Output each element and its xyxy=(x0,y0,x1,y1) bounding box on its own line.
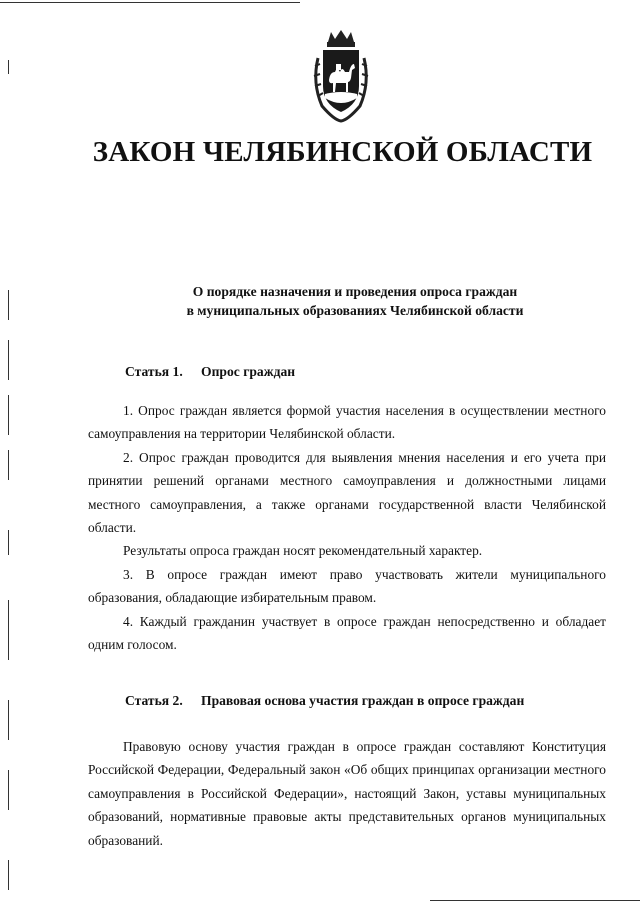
scan-edge-top xyxy=(0,2,300,3)
scan-edge-left xyxy=(8,770,9,810)
law-name xyxy=(0,282,640,320)
scan-edge-left xyxy=(8,600,9,660)
law-name-line: О порядке назначения и проведения опроса граждан xyxy=(192,284,518,299)
scan-edge-bottom xyxy=(430,900,640,901)
law-name-line: в муниципальных образованиях Челябинской области xyxy=(186,303,524,318)
scan-edge-left xyxy=(8,530,9,555)
paragraph: Правовую основу участия граждан в опросе граждан составляют Конституция Российской Федерации, Федеральный закон «Об общих принципах организации местного самоуправления в Российской Федерации», настоящий Закон, уставы муниципальных образований, нормативные правовые акты представительных органов муниципальных образований. xyxy=(88,739,606,848)
paragraph: 1. Опрос граждан является формой участия населения в осуществлении местного самоуправления на территории Челябинской области. xyxy=(88,403,606,442)
scan-edge-left xyxy=(8,340,9,380)
scan-edge-left xyxy=(8,860,9,890)
scan-edge-left xyxy=(8,60,9,74)
article-heading xyxy=(125,693,524,709)
paragraph: 2. Опрос граждан проводится для выявления мнения населения и его учета при принятии решений органами местного самоуправления и должностными лицами местного самоуправления, а также органами государственной власти Челябинской области. xyxy=(88,449,606,536)
article-body xyxy=(88,399,606,656)
article-title: Опрос граждан xyxy=(201,364,296,379)
scan-edge-left xyxy=(8,700,9,740)
article-number: Статья 2. xyxy=(125,693,183,708)
document-title: ЗАКОН ЧЕЛЯБИНСКОЙ ОБЛАСТИ xyxy=(92,136,593,168)
coat-of-arms-emblem xyxy=(310,28,372,123)
paragraph: 3. В опросе граждан имеют право участвовать жители муниципального образования, обладающие избирательным правом. xyxy=(88,566,606,606)
scan-edge-left xyxy=(8,395,9,435)
article-number: Статья 1. xyxy=(125,364,183,379)
scan-edge-left xyxy=(8,450,9,480)
paragraph: Результаты опроса граждан носят рекомендательный характер. xyxy=(123,543,483,559)
article-body xyxy=(88,735,606,852)
crown-icon xyxy=(327,30,355,47)
article-title: Правовая основа участия граждан в опросе граждан xyxy=(201,693,525,708)
article-heading xyxy=(125,364,295,380)
paragraph: 4. Каждый гражданин участвует в опросе граждан непосредственно и обладает одним голосом. xyxy=(88,613,606,653)
